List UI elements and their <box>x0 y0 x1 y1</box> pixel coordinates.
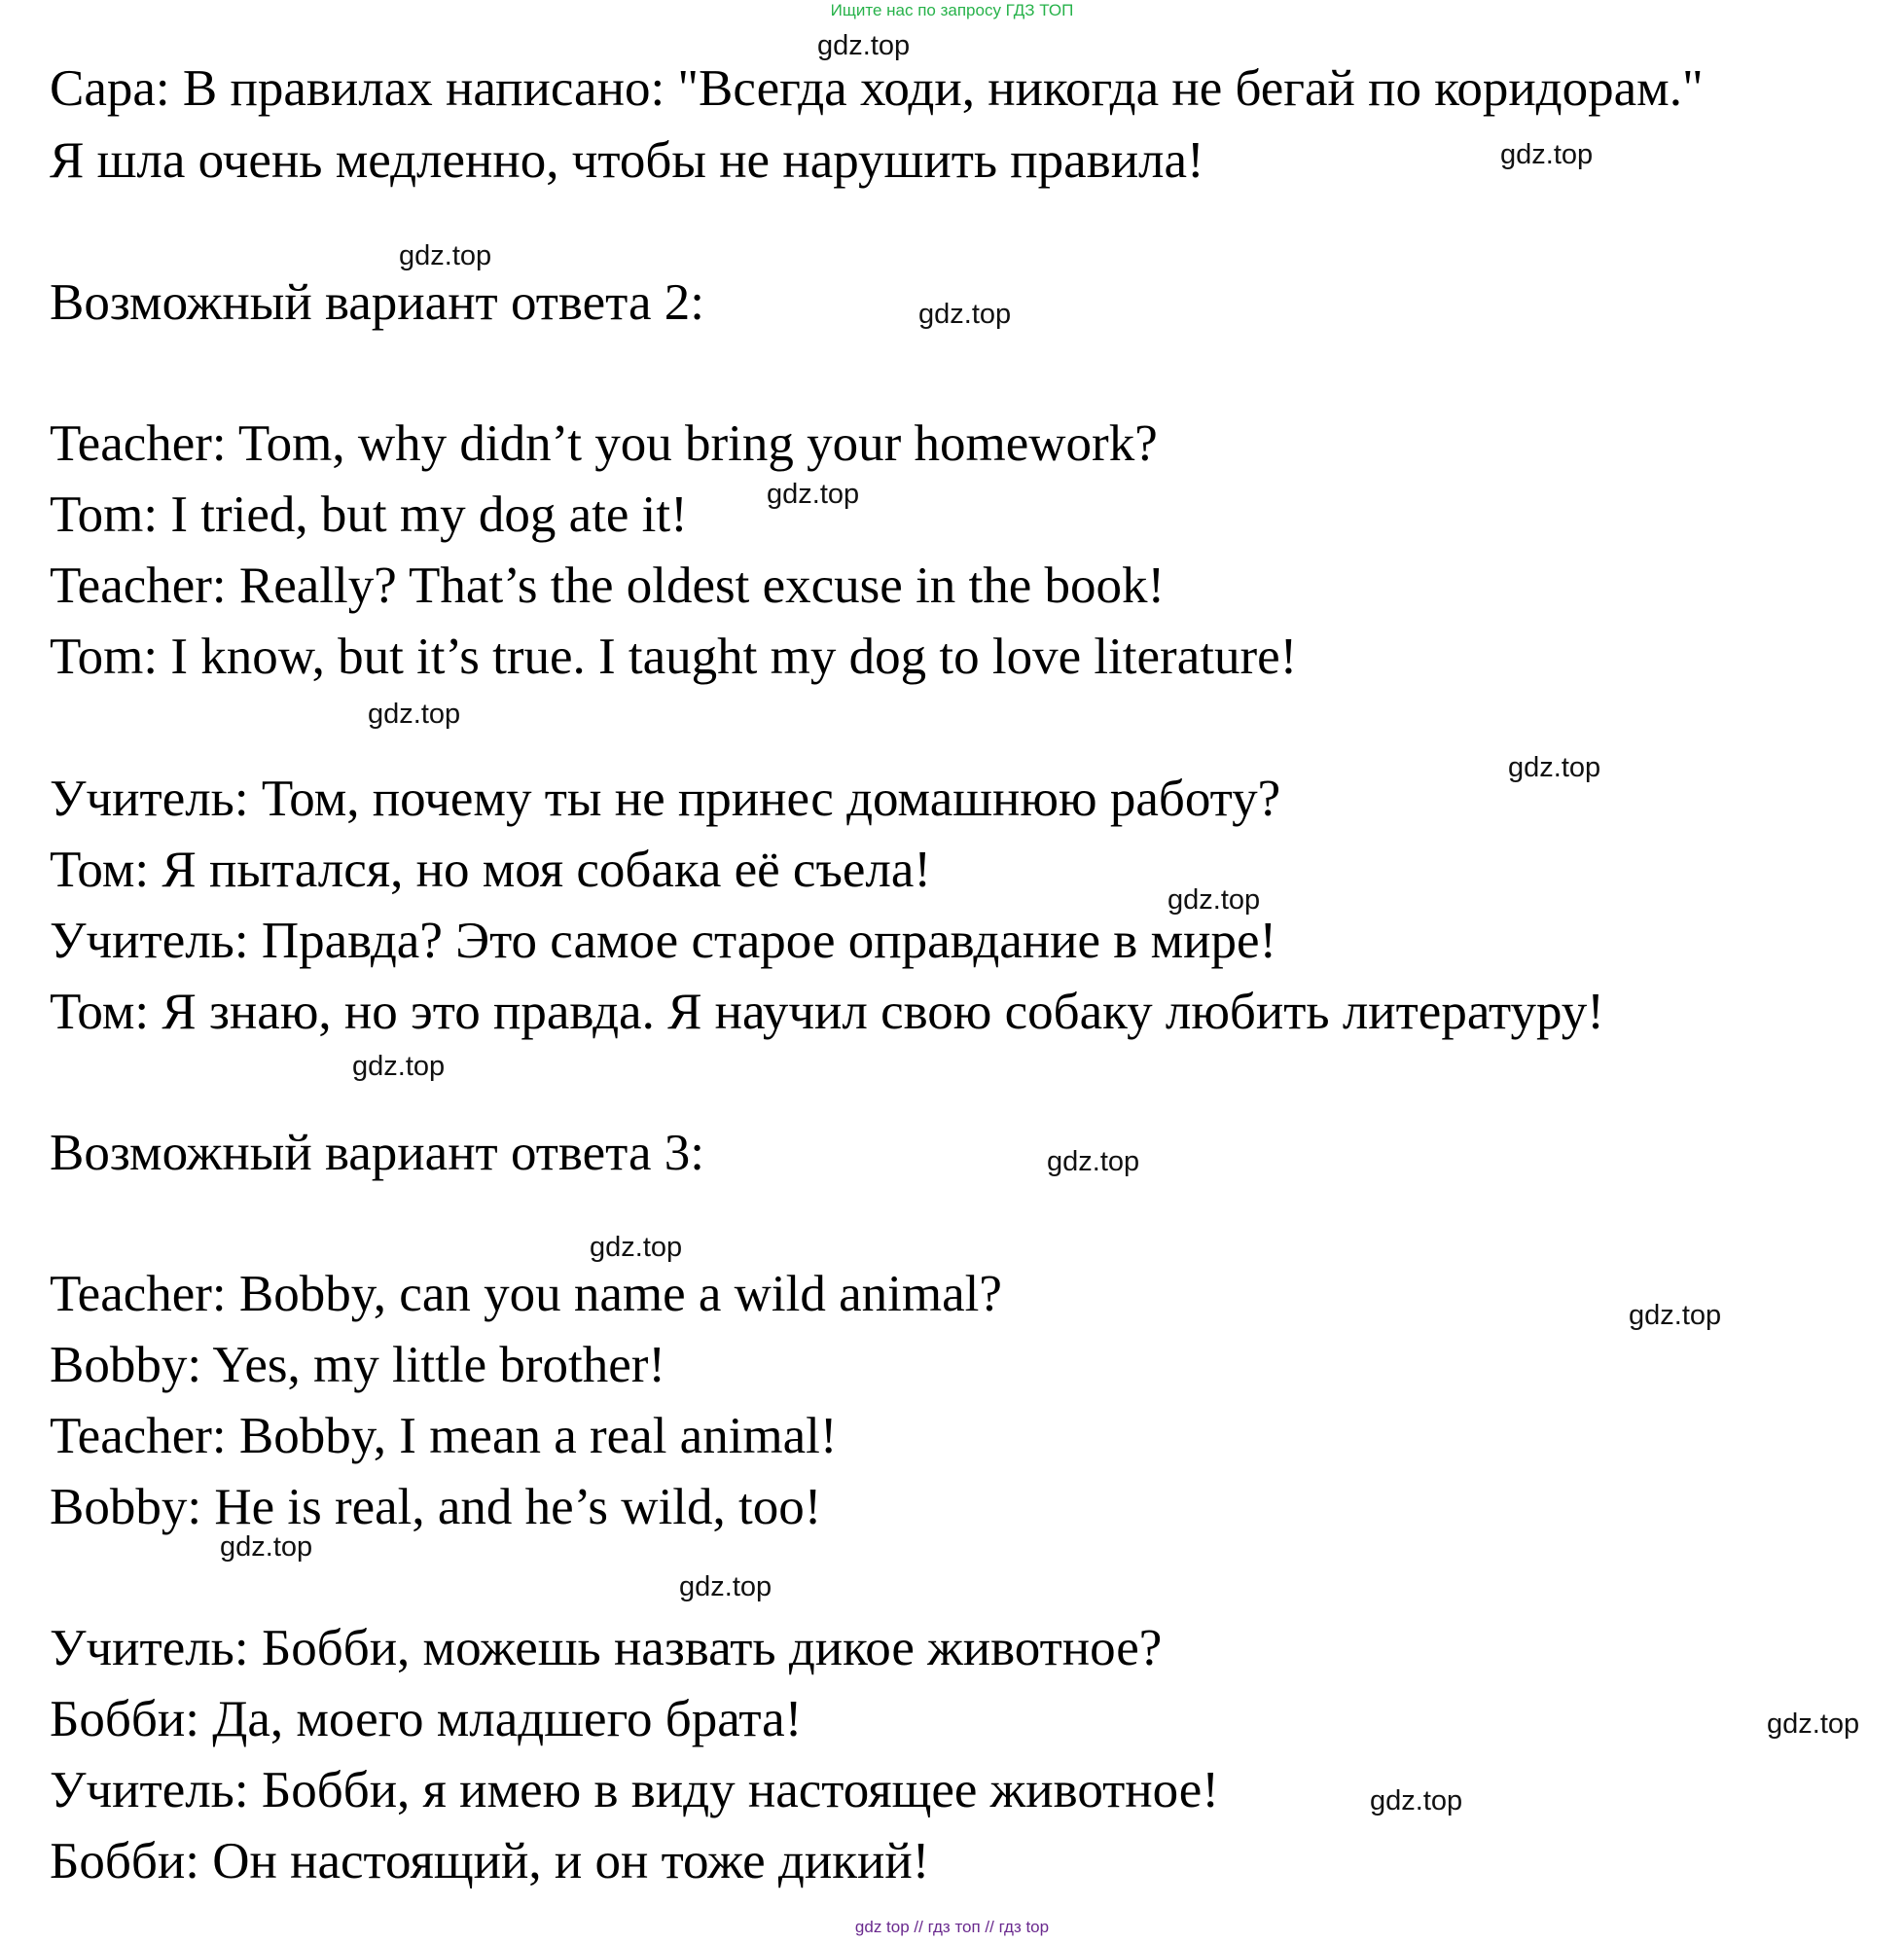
text-line: Teacher: Bobby, I mean a real animal! <box>50 1408 838 1464</box>
text-line: Учитель: Том, почему ты не принес домашнюю работу? <box>50 771 1281 827</box>
text-line: Tom: I know, but it’s true. I taught my dog to love literature! <box>50 629 1298 685</box>
section-heading: Возможный вариант ответа 3: <box>50 1125 704 1181</box>
text-line: Учитель: Правда? Это самое старое оправдание в мире! <box>50 913 1277 969</box>
watermark: gdz.top <box>817 30 911 61</box>
watermark: gdz.top <box>1629 1300 1722 1331</box>
text-line: Bobby: Yes, my little brother! <box>50 1337 666 1393</box>
top-banner: Ищите нас по запросу ГДЗ ТОП <box>830 1 1074 19</box>
watermark: gdz.top <box>590 1232 683 1263</box>
text-line: Учитель: Бобби, можешь назвать дикое животное? <box>50 1620 1163 1676</box>
bottom-banner: gdz top // гдз топ // гдз top <box>854 1918 1050 1936</box>
text-line: Бобби: Да, моего младшего брата! <box>50 1691 803 1747</box>
watermark: gdz.top <box>767 479 860 510</box>
text-line: Учитель: Бобби, я имею в виду настоящее животное! <box>50 1762 1219 1818</box>
watermark: gdz.top <box>399 240 492 271</box>
watermark: gdz.top <box>918 299 1012 330</box>
watermark: gdz.top <box>1047 1146 1140 1177</box>
watermark: gdz.top <box>1508 752 1601 783</box>
text-line: Бобби: Он настоящий, и он тоже дикий! <box>50 1833 930 1889</box>
text-line: Teacher: Really? That’s the oldest excuse in the book! <box>50 557 1166 614</box>
text-line: Том: Я знаю, но это правда. Я научил свою собаку любить литературу! <box>50 984 1604 1040</box>
watermark: gdz.top <box>1767 1708 1860 1740</box>
watermark: gdz.top <box>679 1571 772 1602</box>
watermark: gdz.top <box>220 1531 313 1563</box>
watermark: gdz.top <box>368 699 461 730</box>
text-line: Bobby: He is real, and he’s wild, too! <box>50 1479 822 1535</box>
text-line: Я шла очень медленно, чтобы не нарушить правила! <box>50 132 1204 189</box>
watermark: gdz.top <box>1500 139 1594 170</box>
text-line: Teacher: Bobby, can you name a wild animal? <box>50 1266 1002 1322</box>
text-line: Том: Я пытался, но моя собака её съела! <box>50 842 931 898</box>
text-line: Сара: В правилах написано: "Всегда ходи, никогда не бегай по коридорам." <box>50 60 1704 117</box>
section-heading: Возможный вариант ответа 2: <box>50 274 704 331</box>
text-line: Tom: I tried, but my dog ate it! <box>50 486 688 543</box>
watermark: gdz.top <box>1168 884 1261 916</box>
text-line: Teacher: Tom, why didn’t you bring your homework? <box>50 415 1158 472</box>
watermark: gdz.top <box>352 1051 446 1082</box>
watermark: gdz.top <box>1370 1785 1463 1816</box>
